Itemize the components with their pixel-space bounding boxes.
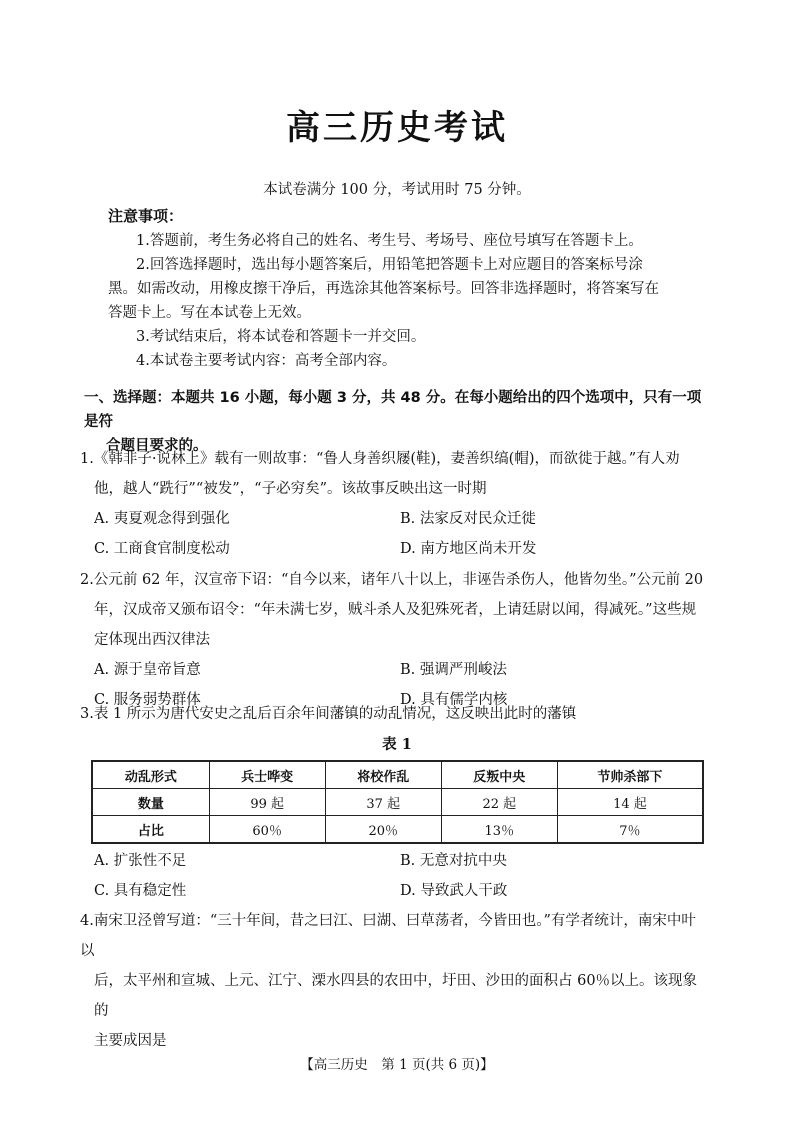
notice-item: 4.本试卷主要考试内容：高考全部内容。 [136,353,397,369]
page-title: 高三历史考试 [286,108,508,148]
table-header-cell: 反叛中央 [441,761,557,789]
question-text: 主要成因是 [94,1033,167,1049]
notice-item-continued: 答题卡上。写在本试卷上无效。 [108,305,311,321]
option-b[interactable]: B. 无意对抗中央 [400,853,507,869]
options [94,846,706,906]
question-3 [80,699,706,729]
option-c[interactable]: C. 服务弱势群体 [94,692,201,708]
option-d[interactable]: D. 南方地区尚未开发 [400,541,537,557]
option-c[interactable]: C. 工商食官制度松动 [94,541,230,557]
table-caption: 表 1 [382,736,412,753]
question-text: 定体现出西汉律法 [94,632,210,648]
table-header-cell: 兵士哗变 [209,761,325,789]
option-c[interactable]: C. 具有稳定性 [94,883,187,899]
notice-item-continued: 黑。如需改动，用橡皮擦干净后，再选涂其他答案标号。回答非选择题时，将答案写在 [108,281,659,297]
question-text: 4.南宋卫泾曾写道：“三十年间，昔之曰江、曰湖、曰草荡者，今皆田也。”有学者统计，南宋中叶以 [80,913,696,959]
table-row-label: 数量 [92,789,209,816]
exam-info: 本试卷满分 100 分，考试用时 75 分钟。 [263,182,531,198]
table-row [92,789,703,816]
option-d[interactable]: D. 具有儒学内核 [400,692,508,708]
notice-item: 2.回答选择题时，选出每小题答案后，用铅笔把答题卡上对应题目的答案标号涂 [136,257,643,273]
table-cell: 60％ [209,816,325,844]
notice-item: 1.答题前，考生务必将自己的姓名、考生号、考场号、座位号填写在答题卡上。 [136,233,643,249]
question-3-options [80,846,706,906]
question-text: 3.表 1 所示为唐代安史之乱后百余年间藩镇的动乱情况，这反映出此时的藩镇 [80,706,577,722]
table-row-label: 占比 [92,816,209,844]
question-text: 后，太平州和宣城、上元、江宁、溧水四县的农田中，圩田、沙田的面积占 60％以上。该现象的 [94,973,698,1019]
table-row [92,816,703,844]
option-a[interactable]: A. 源于皇帝旨意 [94,662,201,678]
option-b[interactable]: B. 法家反对民众迁徙 [400,511,536,527]
question-text: 年，汉成帝又颁布诏令：“年未满七岁，贼斗杀人及犯殊死者，上请廷尉以闻，得减死。”这些规 [94,602,697,618]
section-heading-line: 合题目要求的。 [106,438,208,454]
data-table [91,760,704,844]
question-4 [80,906,706,1056]
question-text: 他，越人“跣行”“被发”，“子必穷矣”。该故事反映出这一时期 [94,481,487,497]
options [94,504,706,564]
table-header-cell: 节帅杀部下 [557,761,703,789]
section-heading-line: 一、选择题：本题共 16 小题，每小题 3 分，共 48 分。在每小题给出的四个选项中，只有一项是符 [84,390,702,430]
question-text: 2.公元前 62 年，汉宣帝下诏：“自今以来，诸年八十以上，非诬告杀伤人，他皆勿坐。”公元前 20 [80,572,704,588]
table-cell: 14 起 [557,789,703,816]
option-a[interactable]: A. 扩张性不足 [94,853,187,869]
notice-heading: 注意事项： [108,207,184,225]
table-cell: 37 起 [325,789,441,816]
option-a[interactable]: A. 夷夏观念得到强化 [94,511,230,527]
option-d[interactable]: D. 导致武人干政 [400,883,508,899]
page-footer: 【高三历史 第 1 页(共 6 页)】 [300,1057,494,1073]
notice-list [108,229,698,373]
table-header-row [92,761,703,789]
notice-item: 3.考试结束后，将本试卷和答题卡一并交回。 [136,329,426,345]
option-b[interactable]: B. 强调严刑峻法 [400,662,507,678]
table-cell: 20％ [325,816,441,844]
table-cell: 7％ [557,816,703,844]
question-text: 1.《韩非子·说林上》载有一则故事：“鲁人身善织屦(鞋)，妻善织缟(帽)，而欲徙于越。”有人劝 [80,451,680,467]
question-2 [80,565,706,715]
table-cell: 13％ [441,816,557,844]
question-1 [80,444,706,564]
table-cell: 99 起 [209,789,325,816]
table-cell: 22 起 [441,789,557,816]
table-header-cell: 将校作乱 [325,761,441,789]
table-header-cell: 动乱形式 [92,761,209,789]
